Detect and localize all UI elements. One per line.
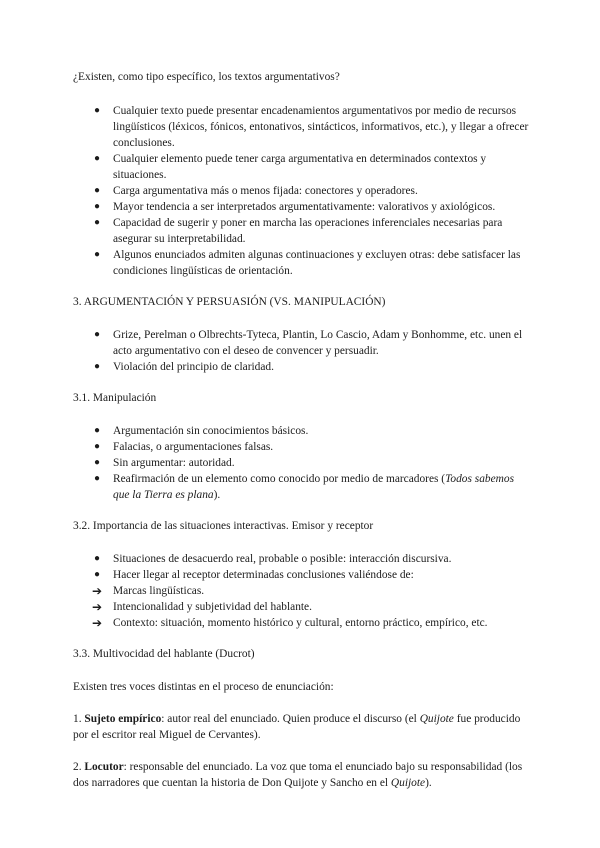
voice-item-2: 2. Locutor: responsable del enunciado. La voz que toma el enunciado bajo su responsabilidad (los dos narradores que cuentan la historia de Don Quijote y Sancho en el Quijote). xyxy=(73,761,523,789)
list-item: ● Cualquier texto puede presentar encadenamientos argumentativos por medio de recursos lingüísticos (léxicos, fónicos, entonativos, sintácticos, informativos, etc.), y llegar a ofrecer conclusiones. xyxy=(73,103,533,151)
document-body xyxy=(73,69,533,791)
list-item: ➔ Marcas lingüísticas. xyxy=(91,584,205,598)
interaction-list xyxy=(73,551,533,631)
list-item: ● Grize, Perelman o Olbrechts-Tyteca, Plantin, Lo Cascio, Adam y Bonhomme, etc. unen el acto argumentativo con el deseo de convencer y persuadir. xyxy=(73,327,533,359)
bullet-icon: ● xyxy=(93,249,101,260)
arrow-right-icon: ➔ xyxy=(91,584,103,598)
example-text: Todos sabemos que la Tierra es plana xyxy=(113,473,514,501)
bullet-icon: ● xyxy=(93,361,101,372)
bullet-icon: ● xyxy=(93,185,101,196)
argumentative-features-list xyxy=(73,103,533,279)
list-item: ● Situaciones de desacuerdo real, probable o posible: interacción discursiva. xyxy=(73,551,533,567)
list-item: ● Capacidad de sugerir y poner en marcha las operaciones inferenciales necesarias para asegurar su interpretabilidad. xyxy=(73,215,533,247)
arrow-right-icon: ➔ xyxy=(91,600,103,614)
list-item: ● Reafirmación de un elemento como conocido por medio de marcadores (Todos sabemos que la Tierra es plana). xyxy=(73,471,533,503)
list-item: ● Sin argumentar: autoridad. xyxy=(73,455,533,471)
bullet-icon: ● xyxy=(93,473,101,484)
list-item: ● Algunos enunciados admiten algunas continuaciones y excluyen otras: debe satisfacer las condiciones lingüísticas de orientación. xyxy=(73,247,533,279)
term-label: Locutor xyxy=(84,761,124,773)
term-label: Sujeto empírico xyxy=(84,713,162,725)
question-heading: ¿Existen, como tipo específico, los textos argumentativos? xyxy=(73,71,340,83)
list-item: ● Argumentación sin conocimientos básicos. xyxy=(73,423,533,439)
work-title: Quijote xyxy=(419,713,454,725)
bullet-icon: ● xyxy=(93,441,101,452)
bullet-icon: ● xyxy=(93,153,101,164)
list-item: ● Mayor tendencia a ser interpretados argumentativamente: valorativos y axiológicos. xyxy=(73,199,533,215)
list-item: ● Violación del principio de claridad. xyxy=(73,359,533,375)
voice-item-1: 1. Sujeto empírico: autor real del enunciado. Quien produce el discurso (el Quijote fue producido por el escritor real Miguel de Cervantes). xyxy=(73,713,521,741)
arrow-right-icon: ➔ xyxy=(91,616,103,630)
section-heading-3-1: 3.1. Manipulación xyxy=(73,392,157,404)
bullet-icon: ● xyxy=(93,569,101,580)
work-title: Quijote xyxy=(390,777,426,789)
bullet-icon: ● xyxy=(93,217,101,228)
bullet-icon: ● xyxy=(93,201,101,212)
list-item: ● Hacer llegar al receptor determinadas conclusiones valiéndose de: xyxy=(73,567,533,583)
bullet-icon: ● xyxy=(93,553,101,564)
bullet-icon: ● xyxy=(93,329,101,340)
bullet-icon: ● xyxy=(93,457,101,468)
section-heading-3: 3. ARGUMENTACIÓN Y PERSUASIÓN (VS. MANIPULACIÓN) xyxy=(73,296,386,308)
intro-paragraph: Existen tres voces distintas en el proceso de enunciación: xyxy=(73,681,334,693)
list-item: ● Cualquier elemento puede tener carga argumentativa en determinados contextos y situaciones. xyxy=(73,151,533,183)
list-item: ● Falacias, o argumentaciones falsas. xyxy=(73,439,533,455)
list-item: ➔ Contexto: situación, momento histórico y cultural, entorno práctico, empírico, etc. xyxy=(91,616,488,630)
section-heading-3-2: 3.2. Importancia de las situaciones interactivas. Emisor y receptor xyxy=(73,520,374,532)
manipulation-list xyxy=(73,423,533,503)
list-item: ➔ Intencionalidad y subjetividad del hablante. xyxy=(91,600,312,614)
bullet-icon: ● xyxy=(93,105,101,116)
bullet-icon: ● xyxy=(93,425,101,436)
persuasion-list xyxy=(73,327,533,375)
list-item: ● Carga argumentativa más o menos fijada: conectores y operadores. xyxy=(73,183,533,199)
section-heading-3-3: 3.3. Multivocidad del hablante (Ducrot) xyxy=(73,648,255,660)
